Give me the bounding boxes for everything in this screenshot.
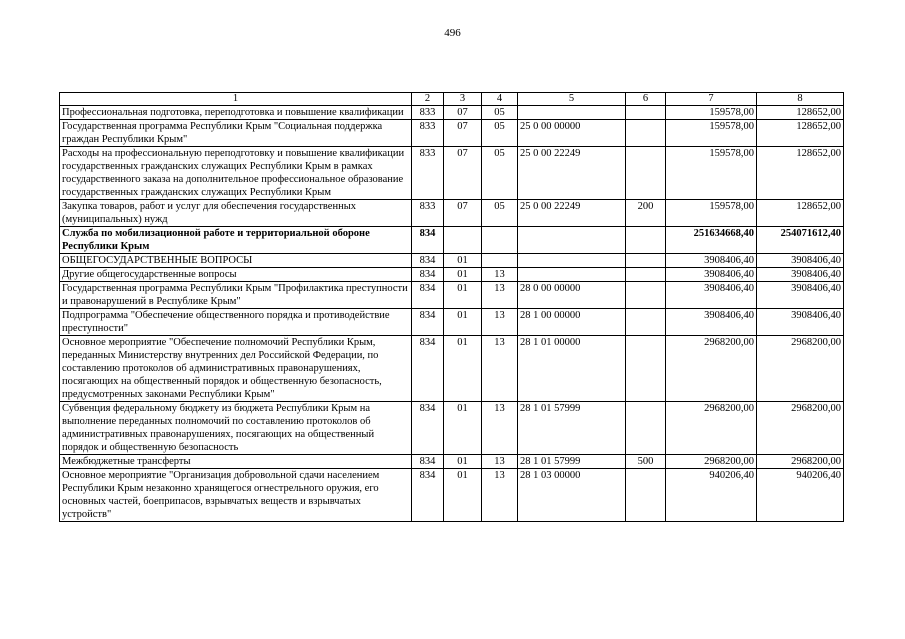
table-row [60,120,844,147]
table-row [60,282,844,309]
subsection-code-cell: 05 [482,120,518,147]
target-article-cell: 25 0 00 00000 [518,120,626,147]
subsection-code-cell: 13 [482,455,518,469]
amount-year2-cell: 128652,00 [757,147,844,200]
amount-year2-cell: 2968200,00 [757,402,844,455]
target-article-cell: 28 1 00 00000 [518,309,626,336]
row-name-cell: Субвенция федеральному бюджету из бюджета Республики Крым на выполнение переданных полномочий по составлению протоколов об административных правонарушениях, посягающих на общественный порядок и общественную безопасность [60,402,412,455]
amount-year1-cell: 3908406,40 [666,254,757,268]
subsection-code-cell: 13 [482,282,518,309]
table-row [60,106,844,120]
amount-year1-cell: 3908406,40 [666,282,757,309]
row-name-cell: ОБЩЕГОСУДАРСТВЕННЫЕ ВОПРОСЫ [60,254,412,268]
expense-type-cell: 200 [626,200,666,227]
table-header-row [60,93,844,106]
expense-type-cell [626,402,666,455]
row-name-cell: Другие общегосударственные вопросы [60,268,412,282]
section-code-cell: 01 [444,455,482,469]
row-name-cell: Основное мероприятие "Организация добровольной сдачи населением Республики Крым незаконно хранящегося огнестрельного оружия, его основных частей, боеприпасов, взрывчатых веществ и взрывчатых устройств" [60,469,412,522]
ministry-code-cell: 834 [412,336,444,402]
page-number: 496 [444,27,461,39]
section-code-cell: 01 [444,469,482,522]
subsection-code-cell: 05 [482,147,518,200]
column-header: 2 [412,93,444,106]
ministry-code-cell: 834 [412,309,444,336]
expense-type-cell: 500 [626,455,666,469]
table-row [60,268,844,282]
amount-year2-cell: 3908406,40 [757,268,844,282]
table-row [60,336,844,402]
column-header: 3 [444,93,482,106]
table-row [60,227,844,254]
expense-type-cell [626,254,666,268]
section-code-cell: 01 [444,254,482,268]
expense-type-cell [626,147,666,200]
row-name-cell: Служба по мобилизационной работе и территориальной обороне Республики Крым [60,227,412,254]
amount-year2-cell: 940206,40 [757,469,844,522]
subsection-code-cell: 13 [482,268,518,282]
row-name-cell: Государственная программа Республики Крым "Профилактика преступности и правонарушений в Республике Крым" [60,282,412,309]
amount-year1-cell: 251634668,40 [666,227,757,254]
row-name-cell: Закупка товаров, работ и услуг для обеспечения государственных (муниципальных) нужд [60,200,412,227]
target-article-cell [518,227,626,254]
ministry-code-cell: 834 [412,282,444,309]
target-article-cell [518,106,626,120]
subsection-code-cell: 05 [482,200,518,227]
subsection-code-cell [482,254,518,268]
amount-year1-cell: 3908406,40 [666,268,757,282]
expense-type-cell [626,469,666,522]
subsection-code-cell: 13 [482,336,518,402]
target-article-cell: 28 1 01 00000 [518,336,626,402]
table-row [60,309,844,336]
section-code-cell: 01 [444,268,482,282]
ministry-code-cell: 833 [412,147,444,200]
section-code-cell: 01 [444,402,482,455]
amount-year1-cell: 159578,00 [666,200,757,227]
subsection-code-cell: 13 [482,309,518,336]
amount-year2-cell: 3908406,40 [757,309,844,336]
budget-table [59,92,844,522]
target-article-cell: 28 1 01 57999 [518,402,626,455]
table-row [60,200,844,227]
row-name-cell: Профессиональная подготовка, переподготовка и повышение квалификации [60,106,412,120]
amount-year2-cell: 3908406,40 [757,254,844,268]
amount-year1-cell: 2968200,00 [666,455,757,469]
subsection-code-cell: 13 [482,402,518,455]
table-row [60,455,844,469]
subsection-code-cell: 05 [482,106,518,120]
amount-year2-cell: 254071612,40 [757,227,844,254]
section-code-cell: 07 [444,106,482,120]
subsection-code-cell [482,227,518,254]
expense-type-cell [626,120,666,147]
expense-type-cell [626,227,666,254]
row-name-cell: Подпрограмма "Обеспечение общественного порядка и противодействие преступности" [60,309,412,336]
target-article-cell [518,254,626,268]
column-header: 6 [626,93,666,106]
column-header: 1 [60,93,412,106]
amount-year2-cell: 128652,00 [757,200,844,227]
ministry-code-cell: 834 [412,254,444,268]
amount-year1-cell: 159578,00 [666,106,757,120]
amount-year1-cell: 940206,40 [666,469,757,522]
amount-year1-cell: 159578,00 [666,120,757,147]
ministry-code-cell: 834 [412,268,444,282]
amount-year2-cell: 3908406,40 [757,282,844,309]
target-article-cell: 28 1 01 57999 [518,455,626,469]
expense-type-cell [626,282,666,309]
section-code-cell: 07 [444,120,482,147]
ministry-code-cell: 834 [412,455,444,469]
row-name-cell: Межбюджетные трансферты [60,455,412,469]
ministry-code-cell: 833 [412,106,444,120]
target-article-cell: 28 0 00 00000 [518,282,626,309]
target-article-cell: 25 0 00 22249 [518,147,626,200]
column-header: 8 [757,93,844,106]
column-header: 7 [666,93,757,106]
table-row [60,147,844,200]
ministry-code-cell: 834 [412,227,444,254]
section-code-cell: 07 [444,200,482,227]
row-name-cell: Государственная программа Республики Крым "Социальная поддержка граждан Республики Крым" [60,120,412,147]
target-article-cell: 25 0 00 22249 [518,200,626,227]
subsection-code-cell: 13 [482,469,518,522]
table-row [60,402,844,455]
section-code-cell: 01 [444,309,482,336]
expense-type-cell [626,336,666,402]
ministry-code-cell: 833 [412,200,444,227]
amount-year2-cell: 128652,00 [757,120,844,147]
column-header: 4 [482,93,518,106]
amount-year1-cell: 2968200,00 [666,336,757,402]
amount-year1-cell: 159578,00 [666,147,757,200]
amount-year2-cell: 128652,00 [757,106,844,120]
table-row [60,469,844,522]
section-code-cell [444,227,482,254]
amount-year1-cell: 2968200,00 [666,402,757,455]
row-name-cell: Основное мероприятие "Обеспечение полномочий Республики Крым, переданных Министерству внутренних дел Российской Федерации, по составлению протоколов об административных правонарушениях, посягающих на общественный порядок и общественную безопасность, предусмотренных законами Республики Крым" [60,336,412,402]
column-header: 5 [518,93,626,106]
amount-year2-cell: 2968200,00 [757,455,844,469]
expense-type-cell [626,106,666,120]
section-code-cell: 01 [444,282,482,309]
amount-year2-cell: 2968200,00 [757,336,844,402]
target-article-cell: 28 1 03 00000 [518,469,626,522]
row-name-cell: Расходы на профессиональную переподготовку и повышение квалификации государственных гражданских служащих Республики Крым в рамках государственного заказа на дополнительное профессиональное образование государственных гражданских служащих Республики Крым [60,147,412,200]
section-code-cell: 07 [444,147,482,200]
expense-type-cell [626,309,666,336]
ministry-code-cell: 834 [412,469,444,522]
amount-year1-cell: 3908406,40 [666,309,757,336]
table-row [60,254,844,268]
target-article-cell [518,268,626,282]
expense-type-cell [626,268,666,282]
section-code-cell: 01 [444,336,482,402]
ministry-code-cell: 834 [412,402,444,455]
ministry-code-cell: 833 [412,120,444,147]
